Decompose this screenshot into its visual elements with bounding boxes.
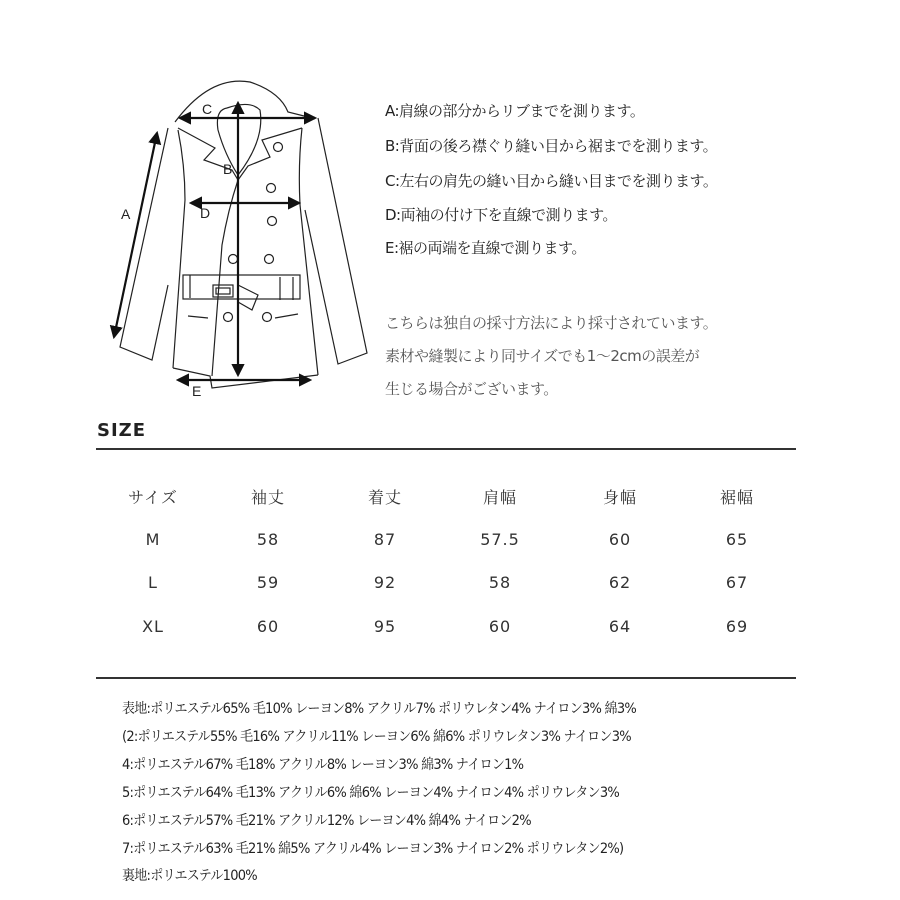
disclaimer-line: 素材や縫製により同サイズでも1～2cmの誤差が <box>385 347 700 365</box>
table-header: 着丈 <box>367 488 402 507</box>
material-line: 5:ポリエステル64% 毛13% アクリル6% 綿6% レーヨン4% ナイロン4% ポリウレタン3% <box>122 785 619 801</box>
table-cell: 60 <box>488 617 512 636</box>
table-cell: 58 <box>488 573 512 592</box>
table-cell: 69 <box>725 617 749 636</box>
label-e: E <box>192 383 202 399</box>
table-cell: 67 <box>725 573 749 592</box>
measure-note-a: A:肩線の部分からリブまでを測ります。 <box>385 102 645 120</box>
disclaimer-line: 生じる場合がございます。 <box>385 380 558 398</box>
table-cell: 60 <box>608 530 632 549</box>
disclaimer-line: こちらは独自の採寸方法により採寸されています。 <box>385 314 718 332</box>
material-line: 6:ポリエステル57% 毛21% アクリル12% レーヨン4% 綿4% ナイロン2% <box>122 813 531 829</box>
table-cell: 57.5 <box>480 530 520 549</box>
table-header: 袖丈 <box>250 488 285 507</box>
table-cell: L <box>148 573 158 592</box>
table-header: 身幅 <box>602 488 637 507</box>
size-title: SIZE <box>97 420 147 441</box>
measure-note-b: B:背面の後ろ襟ぐり縫い目から裾までを測ります。 <box>385 137 718 155</box>
divider <box>96 677 796 679</box>
label-b: B <box>223 161 233 177</box>
table-cell: 58 <box>256 530 280 549</box>
material-line: 表地:ポリエステル65% 毛10% レーヨン8% アクリル7% ポリウレタン4% ナイロン3% 綿3% <box>122 701 636 717</box>
table-cell: 87 <box>373 530 397 549</box>
label-d: D <box>200 205 211 221</box>
table-cell: 59 <box>256 573 280 592</box>
coat-measurement-diagram <box>100 70 380 410</box>
table-cell: 65 <box>725 530 749 549</box>
table-cell: 92 <box>373 573 397 592</box>
material-line: 7:ポリエステル63% 毛21% 綿5% アクリル4% レーヨン3% ナイロン2% ポリウレタン2%) <box>122 841 624 857</box>
measure-note-d: D:両袖の付け下を直線で測ります。 <box>385 206 617 224</box>
table-header: サイズ <box>128 488 178 507</box>
table-cell: 60 <box>256 617 280 636</box>
table-cell: 95 <box>373 617 397 636</box>
divider <box>96 448 796 450</box>
measure-note-e: E:裾の両端を直線で測ります。 <box>385 239 586 257</box>
label-a: A <box>121 206 131 222</box>
measure-note-c: C:左右の肩先の縫い目から縫い目までを測ります。 <box>385 172 718 190</box>
material-line: 4:ポリエステル67% 毛18% アクリル8% レーヨン3% 綿3% ナイロン1% <box>122 757 524 773</box>
table-cell: M <box>145 530 161 549</box>
table-header: 肩幅 <box>482 488 517 507</box>
material-line: (2:ポリエステル55% 毛16% アクリル11% レーヨン6% 綿6% ポリウレタン3% ナイロン3% <box>122 729 631 745</box>
table-cell: XL <box>142 617 164 636</box>
table-cell: 62 <box>608 573 632 592</box>
table-header: 裾幅 <box>719 488 754 507</box>
material-line: 裏地:ポリエステル100% <box>122 868 257 884</box>
label-c: C <box>202 101 213 117</box>
table-cell: 64 <box>608 617 632 636</box>
